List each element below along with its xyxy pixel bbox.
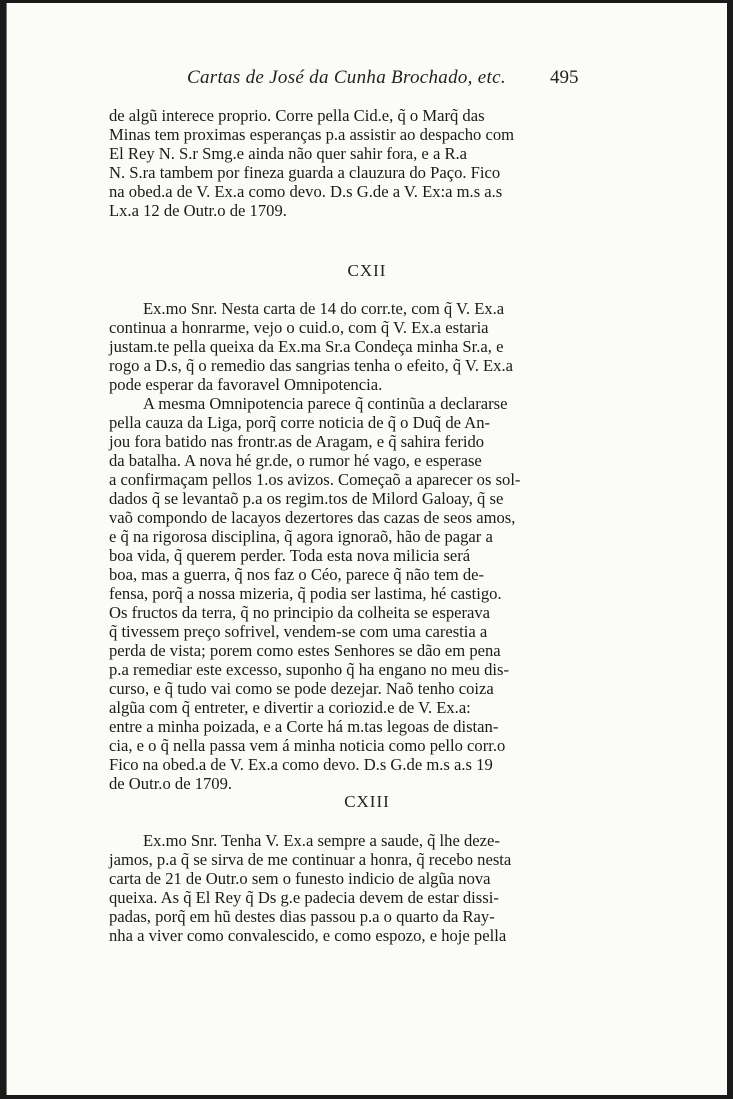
paragraph: de algũ interece proprio. Corre pella Cid.e, q̃ o Marq̃ das Minas tem proximas esperanças p.a assistir ao despacho com El Rey N. S.r Smg.e ainda não quer sahir fora, e a R.a N. S.ra tambem por fineza guarda a clauzura do Paço. Fico na obed.a de V. Ex.a como devo. D.s G.de a V. Ex:a m.s a.s Lx.a 12 de Outr.o de 1709. — [109, 106, 515, 220]
letter-cxii — [109, 299, 593, 793]
paragraph: A mesma Omnipotencia parece q̃ continũa a declararse pella cauza da Liga, porq̃ corre noticia de q̃ o Duq̃ de An- jou fora batido nas frontr.as de Aragam, e q̃ sahira ferido da batalha. A nova hé gr.de, o rumor hé vago, e esperase a confirmaçam pellos 1.os avizos. Começaõ a aparecer os sol- dados q̃ se levantaõ p.a os regim.tos de Milord Galoay, q̃ se vaõ compondo de lacayos dezertores das cazas de seos amos, e q̃ na rigorosa disciplina, q̃ agora ignoraõ, hão de pagar a boa vida, q̃ querem perder. Toda esta nova milicia será boa, mas a guerra, q̃ nos faz o Céo, parece q̃ não tem de- fensa, porq̃ a nossa mizeria, q̃ podia ser lastima, hé castigo. Os fructos da terra, q̃ no principio da colheita se esperava q̃ tivessem preço sofrivel, vendem-se com uma carestia a perda de vista; porem como estes Senhores se dão em pena p.a remediar este excesso, suponho q̃ ha engano no meu dis- curso, e q̃ tudo vai como se pode dezejar. Naõ tenho coiza algũa com q̃ entreter, e divertir a coriozid.e de V. Ex.a: entre a minha poizada, e a Corte há m.tas legoas de distan- cia, e o q̃ nella passa vem á minha noticia como pello corr.o Fico na obed.a de V. Ex.a como devo. D.s G.de m.s a.s 19 de Outr.o de 1709. — [109, 394, 521, 793]
letter-cxiii — [109, 831, 593, 945]
paragraph: Ex.mo Snr. Nesta carta de 14 do corr.te, com q̃ V. Ex.a continua a honrarme, vejo o cuid.o, com q̃ V. Ex.a estaria justam.te pella queixa da Ex.ma Sr.a Condeça minha Sr.a, e rogo a D.s, q̃ o remedio das sangrias tenha o efeito, q̃ V. Ex.a pode esperar da favoravel Omnipotencia. — [109, 299, 513, 394]
paragraph: Ex.mo Snr. Tenha V. Ex.a sempre a saude, q̃ lhe deze- jamos, p.a q̃ se sirva de me continuar a honra, q̃ recebo nesta carta de 21 de Outr.o sem o funesto indicio de algũa nova queixa. As q̃ El Rey q̃ Ds g.e padecia devem de estar dissi- padas, porq̃ em hũ destes dias passou p.a o quarto da Ray- nha a viver como convalescido, e como espozo, e hoje pella — [109, 831, 512, 945]
running-head — [7, 67, 727, 95]
letter-heading-cxiii: CXIII — [344, 792, 390, 811]
running-head-title: Cartas de José da Cunha Brochado, etc. — [187, 67, 506, 88]
letter-heading-cxii: CXII — [347, 261, 387, 280]
page-number: 495 — [550, 67, 579, 88]
book-page — [6, 3, 727, 1095]
letter-cxi-ending — [109, 106, 593, 220]
